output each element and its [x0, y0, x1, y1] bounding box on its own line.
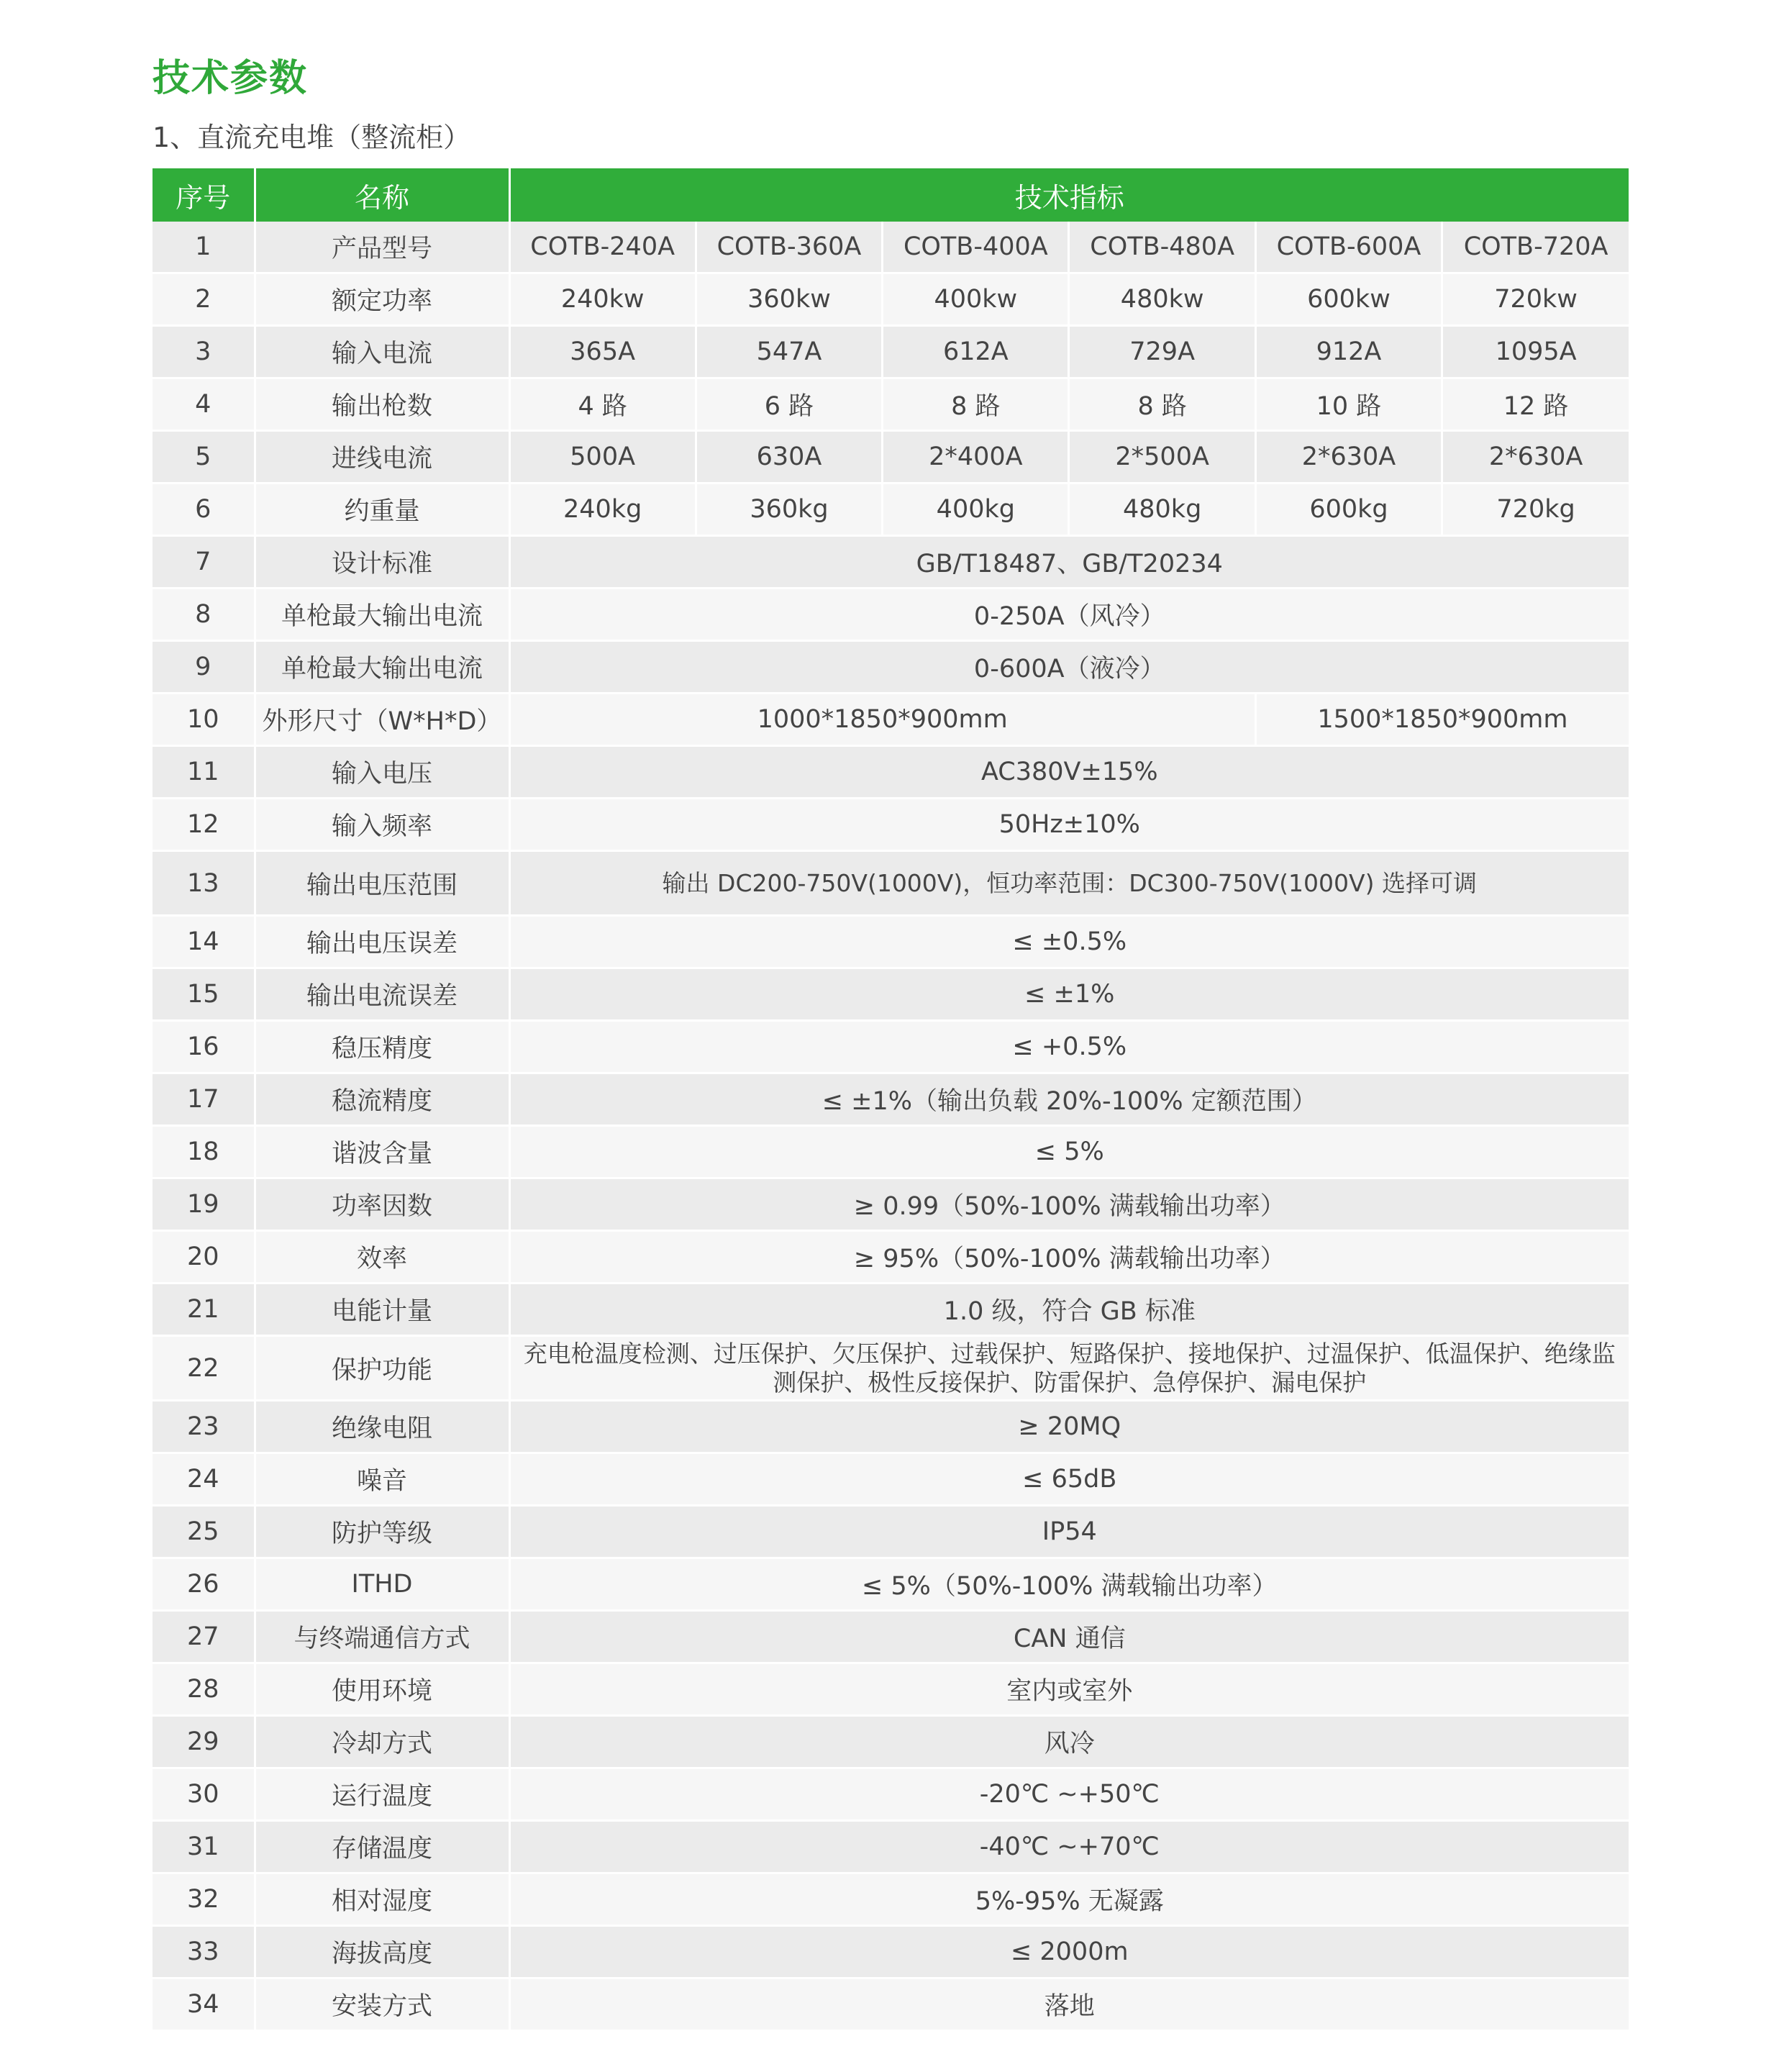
row-number: 13 — [153, 851, 255, 916]
row-number: 12 — [153, 799, 255, 851]
row-value: 600kw — [1255, 273, 1442, 326]
row-number: 7 — [153, 536, 255, 589]
row-value: 912A — [1255, 326, 1442, 378]
row-value: 2*400A — [883, 431, 1069, 483]
row-value: COTB-720A — [1442, 222, 1629, 273]
row-number: 14 — [153, 916, 255, 968]
row-name: 输入电压 — [255, 746, 509, 799]
row-number: 25 — [153, 1506, 255, 1558]
table-row — [153, 851, 1629, 916]
row-value: 充电枪温度检测、过压保护、欠压保护、过载保护、短路保护、接地保护、过温保护、低温保护、绝缘监测保护、极性反接保护、防雷保护、急停保护、漏电保护 — [509, 1336, 1629, 1401]
row-name: 效率 — [255, 1231, 509, 1283]
row-number: 33 — [153, 1926, 255, 1978]
row-value: 落地 — [509, 1978, 1629, 2031]
row-name: 单枪最大输出电流 — [255, 641, 509, 694]
table-row — [153, 916, 1629, 968]
table-row — [153, 1073, 1629, 1126]
table-row — [153, 1821, 1629, 1873]
row-number: 18 — [153, 1126, 255, 1178]
row-name: 相对湿度 — [255, 1873, 509, 1926]
row-value: COTB-240A — [509, 222, 696, 273]
header-name: 名称 — [255, 168, 509, 222]
row-value: 8 路 — [1069, 378, 1255, 431]
row-number: 20 — [153, 1231, 255, 1283]
row-value: 5%-95% 无凝露 — [509, 1873, 1629, 1926]
row-value: 10 路 — [1255, 378, 1442, 431]
header-no: 序号 — [153, 168, 255, 222]
table-row — [153, 222, 1629, 273]
row-number: 3 — [153, 326, 255, 378]
row-name: 电能计量 — [255, 1283, 509, 1336]
row-number: 8 — [153, 589, 255, 641]
row-value: 2*630A — [1442, 431, 1629, 483]
table-row — [153, 799, 1629, 851]
header-spec: 技术指标 — [509, 168, 1629, 222]
row-number: 17 — [153, 1073, 255, 1126]
row-name: 产品型号 — [255, 222, 509, 273]
row-value: 400kg — [883, 483, 1069, 536]
row-number: 10 — [153, 694, 255, 746]
row-value: ≥ 0.99（50%-100% 满载输出功率） — [509, 1178, 1629, 1231]
row-number: 4 — [153, 378, 255, 431]
row-name: 噪音 — [255, 1453, 509, 1506]
row-number: 1 — [153, 222, 255, 273]
row-value: COTB-600A — [1255, 222, 1442, 273]
row-name: 稳压精度 — [255, 1021, 509, 1073]
row-number: 9 — [153, 641, 255, 694]
row-number: 19 — [153, 1178, 255, 1231]
row-name: 额定功率 — [255, 273, 509, 326]
row-number: 28 — [153, 1663, 255, 1716]
row-value: 365A — [509, 326, 696, 378]
row-value: -20℃ ~+50℃ — [509, 1768, 1629, 1821]
table-row — [153, 483, 1629, 536]
row-number: 6 — [153, 483, 255, 536]
row-number: 16 — [153, 1021, 255, 1073]
row-value: 600kg — [1255, 483, 1442, 536]
row-number: 15 — [153, 968, 255, 1021]
row-name: 输出枪数 — [255, 378, 509, 431]
table-row — [153, 641, 1629, 694]
row-value: 360kg — [696, 483, 882, 536]
row-value: ≤ ±1% — [509, 968, 1629, 1021]
row-name: ITHD — [255, 1558, 509, 1611]
row-number: 22 — [153, 1336, 255, 1401]
table-row — [153, 746, 1629, 799]
row-name: 海拔高度 — [255, 1926, 509, 1978]
row-number: 21 — [153, 1283, 255, 1336]
row-value: 0-250A（风冷） — [509, 589, 1629, 641]
row-name: 功率因数 — [255, 1178, 509, 1231]
table-row — [153, 1021, 1629, 1073]
row-name: 进线电流 — [255, 431, 509, 483]
table-row — [153, 1558, 1629, 1611]
row-value: ≤ ±0.5% — [509, 916, 1629, 968]
row-number: 5 — [153, 431, 255, 483]
row-name: 单枪最大输出电流 — [255, 589, 509, 641]
row-name: 与终端通信方式 — [255, 1611, 509, 1663]
section-title: 1、直流充电堆（整流柜） — [153, 122, 471, 153]
row-value: 2*500A — [1069, 431, 1255, 483]
row-value: 1500*1850*900mm — [1255, 694, 1629, 746]
row-value: 720kw — [1442, 273, 1629, 326]
row-value: 612A — [883, 326, 1069, 378]
row-value: ≤ 2000m — [509, 1926, 1629, 1978]
row-name: 输出电压范围 — [255, 851, 509, 916]
row-value: -40℃ ~+70℃ — [509, 1821, 1629, 1873]
table-row — [153, 1336, 1629, 1401]
row-number: 31 — [153, 1821, 255, 1873]
row-value: ≤ +0.5% — [509, 1021, 1629, 1073]
row-value: IP54 — [509, 1506, 1629, 1558]
row-name: 冷却方式 — [255, 1716, 509, 1768]
row-value: ≤ 5% — [509, 1126, 1629, 1178]
row-value: CAN 通信 — [509, 1611, 1629, 1663]
row-name: 稳流精度 — [255, 1073, 509, 1126]
row-name: 输出电压误差 — [255, 916, 509, 968]
row-name: 防护等级 — [255, 1506, 509, 1558]
table-row — [153, 1611, 1629, 1663]
table-row — [153, 1506, 1629, 1558]
row-name: 谐波含量 — [255, 1126, 509, 1178]
table-row — [153, 326, 1629, 378]
row-value: 720kg — [1442, 483, 1629, 536]
table-row — [153, 1663, 1629, 1716]
table-row — [153, 1768, 1629, 1821]
row-name: 运行温度 — [255, 1768, 509, 1821]
row-name: 输入频率 — [255, 799, 509, 851]
table-row — [153, 1401, 1629, 1453]
row-value: 2*630A — [1255, 431, 1442, 483]
row-value: ≤ 65dB — [509, 1453, 1629, 1506]
row-number: 26 — [153, 1558, 255, 1611]
row-number: 34 — [153, 1978, 255, 2031]
row-value: COTB-480A — [1069, 222, 1255, 273]
row-value: AC380V±15% — [509, 746, 1629, 799]
row-number: 24 — [153, 1453, 255, 1506]
row-value: 12 路 — [1442, 378, 1629, 431]
row-value: 6 路 — [696, 378, 882, 431]
row-value: 630A — [696, 431, 882, 483]
row-value: 480kg — [1069, 483, 1255, 536]
row-value: 风冷 — [509, 1716, 1629, 1768]
row-value: 240kw — [509, 273, 696, 326]
table-row — [153, 1231, 1629, 1283]
row-name: 保护功能 — [255, 1336, 509, 1401]
row-value: 240kg — [509, 483, 696, 536]
row-name: 使用环境 — [255, 1663, 509, 1716]
row-value: COTB-400A — [883, 222, 1069, 273]
table-body — [153, 222, 1629, 2031]
page-title: 技术参数 — [153, 57, 309, 100]
row-value: 500A — [509, 431, 696, 483]
table-row — [153, 1283, 1629, 1336]
table-row — [153, 1178, 1629, 1231]
table-row — [153, 589, 1629, 641]
table-row — [153, 1978, 1629, 2031]
table-row — [153, 1453, 1629, 1506]
row-name: 安装方式 — [255, 1978, 509, 2031]
row-number: 29 — [153, 1716, 255, 1768]
row-name: 设计标准 — [255, 536, 509, 589]
row-number: 11 — [153, 746, 255, 799]
row-value: 50Hz±10% — [509, 799, 1629, 851]
table-row — [153, 1926, 1629, 1978]
row-name: 外形尺寸（W*H*D） — [255, 694, 509, 746]
table-row — [153, 431, 1629, 483]
row-name: 存储温度 — [255, 1821, 509, 1873]
row-value: 4 路 — [509, 378, 696, 431]
row-value: ≤ 5%（50%-100% 满载输出功率） — [509, 1558, 1629, 1611]
table-row — [153, 273, 1629, 326]
row-number: 30 — [153, 1768, 255, 1821]
row-name: 输入电流 — [255, 326, 509, 378]
row-value: 室内或室外 — [509, 1663, 1629, 1716]
row-value: ≥ 95%（50%-100% 满载输出功率） — [509, 1231, 1629, 1283]
table-row — [153, 1126, 1629, 1178]
row-number: 2 — [153, 273, 255, 326]
spec-table — [153, 168, 1629, 2032]
row-number: 27 — [153, 1611, 255, 1663]
row-value: 547A — [696, 326, 882, 378]
row-value: 360kw — [696, 273, 882, 326]
table-row — [153, 378, 1629, 431]
table-row — [153, 694, 1629, 746]
table-row — [153, 536, 1629, 589]
row-value: ≤ ±1%（输出负载 20%-100% 定额范围） — [509, 1073, 1629, 1126]
row-value: 1.0 级，符合 GB 标准 — [509, 1283, 1629, 1336]
row-name: 绝缘电阻 — [255, 1401, 509, 1453]
table-row — [153, 968, 1629, 1021]
row-value: ≥ 20MQ — [509, 1401, 1629, 1453]
row-value: COTB-360A — [696, 222, 882, 273]
row-value: 1000*1850*900mm — [509, 694, 1255, 746]
row-value: 400kw — [883, 273, 1069, 326]
table-row — [153, 1716, 1629, 1768]
row-number: 23 — [153, 1401, 255, 1453]
row-value: GB/T18487、GB/T20234 — [509, 536, 1629, 589]
row-value: 480kw — [1069, 273, 1255, 326]
table-row — [153, 1873, 1629, 1926]
row-value: 1095A — [1442, 326, 1629, 378]
row-value: 8 路 — [883, 378, 1069, 431]
row-value: 0-600A（液冷） — [509, 641, 1629, 694]
row-number: 32 — [153, 1873, 255, 1926]
row-value: 输出 DC200-750V(1000V)，恒功率范围：DC300-750V(1000V) 选择可调 — [509, 851, 1629, 916]
row-value: 729A — [1069, 326, 1255, 378]
table-header — [153, 168, 1629, 222]
row-name: 输出电流误差 — [255, 968, 509, 1021]
row-name: 约重量 — [255, 483, 509, 536]
